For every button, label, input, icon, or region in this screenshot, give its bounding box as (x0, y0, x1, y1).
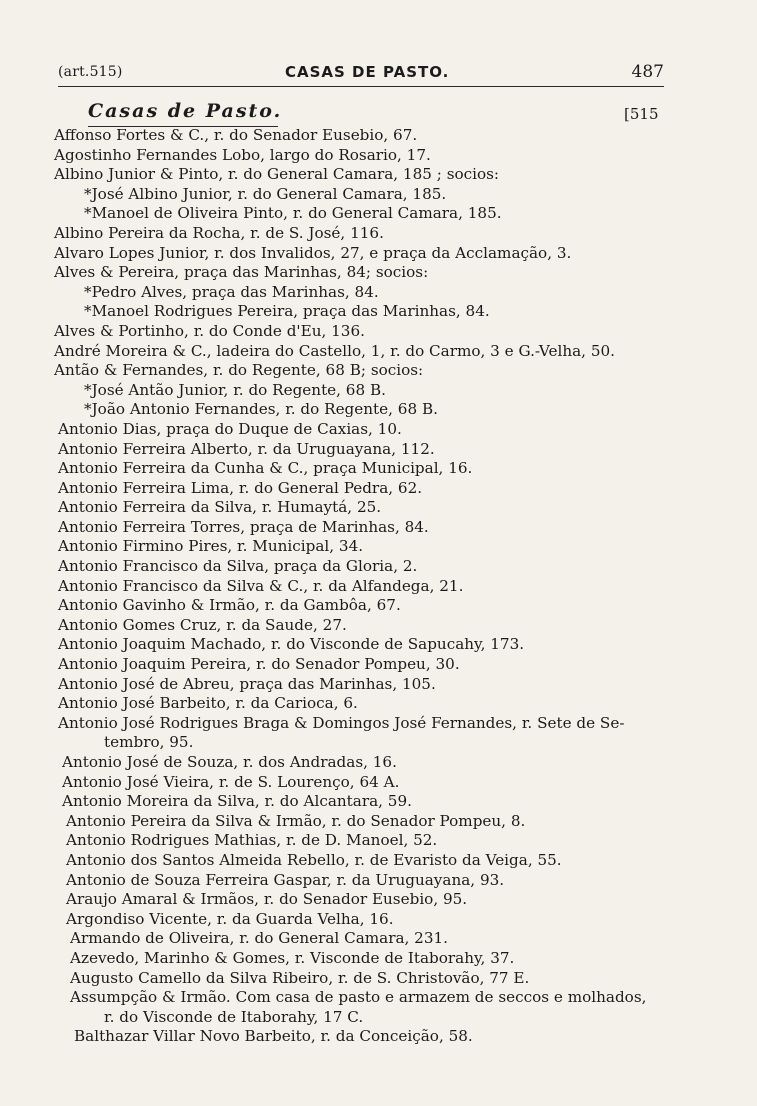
directory-entry: Antonio José de Abreu, praça das Marinhas, 105. (58, 674, 436, 693)
directory-entry: Argondiso Vicente, r. da Guarda Velha, 16. (66, 909, 394, 928)
directory-entry: Antonio de Souza Ferreira Gaspar, r. da Uruguayana, 93. (66, 870, 505, 889)
directory-entry: Araujo Amaral & Irmãos, r. do Senador Eusebio, 95. (66, 890, 468, 909)
directory-entry: Alves & Portinho, r. do Conde d'Eu, 136. (54, 321, 365, 340)
directory-entry: Antonio Moreira da Silva, r. do Alcantara, 59. (62, 792, 412, 811)
directory-entry: Assumpção & Irmão. Com casa de pasto e armazem de seccos e molhados, (70, 988, 647, 1007)
directory-entry: Antonio José Vieira, r. de S. Lourenço, 64 A. (62, 772, 400, 791)
directory-entry: Antonio José Rodrigues Braga & Domingos José Fernandes, r. Sete de Se- (58, 713, 625, 732)
partner-entry: *Manoel Rodrigues Pereira, praça das Marinhas, 84. (84, 302, 490, 321)
directory-entry: Antonio Joaquim Pereira, r. do Senador Pompeu, 30. (58, 655, 460, 674)
partner-entry: *Pedro Alves, praça das Marinhas, 84. (84, 282, 379, 301)
partner-entry: *Manoel de Oliveira Pinto, r. do General Camara, 185. (84, 204, 502, 223)
directory-entry: Albino Junior & Pinto, r. do General Camara, 185 ; socios: (54, 165, 500, 184)
directory-entry: Augusto Camello da Silva Ribeiro, r. de S. Christovão, 77 E. (70, 968, 530, 987)
directory-entry: Antonio Pereira da Silva & Irmão, r. do Senador Pompeu, 8. (66, 811, 526, 830)
section-title: Casas de Pasto. (88, 100, 283, 122)
directory-entry: Antonio Ferreira Lima, r. do General Pedra, 62. (58, 478, 423, 497)
directory-entry: Antonio José de Souza, r. dos Andradas, 16. (62, 753, 397, 771)
partner-entry: *José Albino Junior, r. do General Camara, 185. (84, 184, 447, 203)
directory-entry: Antonio Dias, praça do Duque de Caxias, 10. (58, 419, 402, 438)
running-title: CASAS DE PASTO. (285, 63, 450, 81)
section-number: [515 (624, 105, 659, 123)
directory-entry: Antão & Fernandes, r. do Regente, 68 B; socios: (54, 361, 424, 380)
directory-entry: Antonio dos Santos Almeida Rebello, r. de Evaristo da Veiga, 55. (66, 850, 562, 869)
directory-entry: Albino Pereira da Rocha, r. de S. José, 116. (54, 223, 384, 242)
directory-entry: Antonio Rodrigues Mathias, r. de D. Manoel, 52. (66, 831, 438, 850)
directory-entry: Antonio Francisco da Silva, praça da Gloria, 2. (58, 557, 418, 576)
directory-entry: Antonio José Barbeito, r. da Carioca, 6. (58, 694, 358, 713)
partner-entry: *João Antonio Fernandes, r. do Regente, 68 B. (84, 400, 438, 419)
directory-entry: Antonio Ferreira da Cunha & C., praça Municipal, 16. (58, 459, 473, 478)
directory-entry: Azevedo, Marinho & Gomes, r. Visconde de Itaborahy, 37. (70, 948, 515, 967)
directory-entry: Armando de Oliveira, r. do General Camara, 231. (70, 929, 449, 948)
directory-entry: Alvaro Lopes Junior, r. dos Invalidos, 27, e praça da Acclamação, 3. (54, 243, 572, 262)
entry-continuation: tembro, 95. (104, 733, 194, 752)
directory-entry: Affonso Fortes & C., r. do Senador Eusebio, 67. (54, 126, 418, 144)
directory-entry: André Moreira & C., ladeira do Castello, 1, r. do Carmo, 3 e G.-Velha, 50. (54, 341, 615, 360)
directory-entry: Antonio Gomes Cruz, r. da Saude, 27. (58, 615, 347, 634)
directory-entry: Agostinho Fernandes Lobo, largo do Rosario, 17. (54, 145, 431, 164)
article-reference: (art.515) (58, 64, 123, 80)
directory-entry: Antonio Gavinho & Irmão, r. da Gambôa, 67. (58, 596, 401, 615)
directory-entry: Balthazar Villar Novo Barbeito, r. da Conceição, 58. (74, 1027, 473, 1046)
running-header (58, 62, 664, 87)
directory-listing (54, 126, 734, 1047)
directory-entry: Antonio Joaquim Machado, r. do Visconde de Sapucahy, 173. (58, 635, 525, 654)
directory-entry: Antonio Ferreira da Silva, r. Humaytá, 25. (58, 498, 382, 517)
directory-entry: Antonio Ferreira Alberto, r. da Uruguayana, 112. (58, 439, 435, 458)
partner-entry: *José Antão Junior, r. do Regente, 68 B. (84, 380, 386, 399)
page-number: 487 (631, 62, 664, 82)
directory-entry: Antonio Firmino Pires, r. Municipal, 34. (58, 537, 364, 556)
entry-continuation: r. do Visconde de Itaborahy, 17 C. (104, 1007, 364, 1026)
directory-entry: Antonio Ferreira Torres, praça de Marinhas, 84. (58, 517, 429, 536)
directory-entry: Alves & Pereira, praça das Marinhas, 84; socios: (54, 263, 429, 282)
directory-entry: Antonio Francisco da Silva & C., r. da Alfandega, 21. (58, 576, 464, 595)
